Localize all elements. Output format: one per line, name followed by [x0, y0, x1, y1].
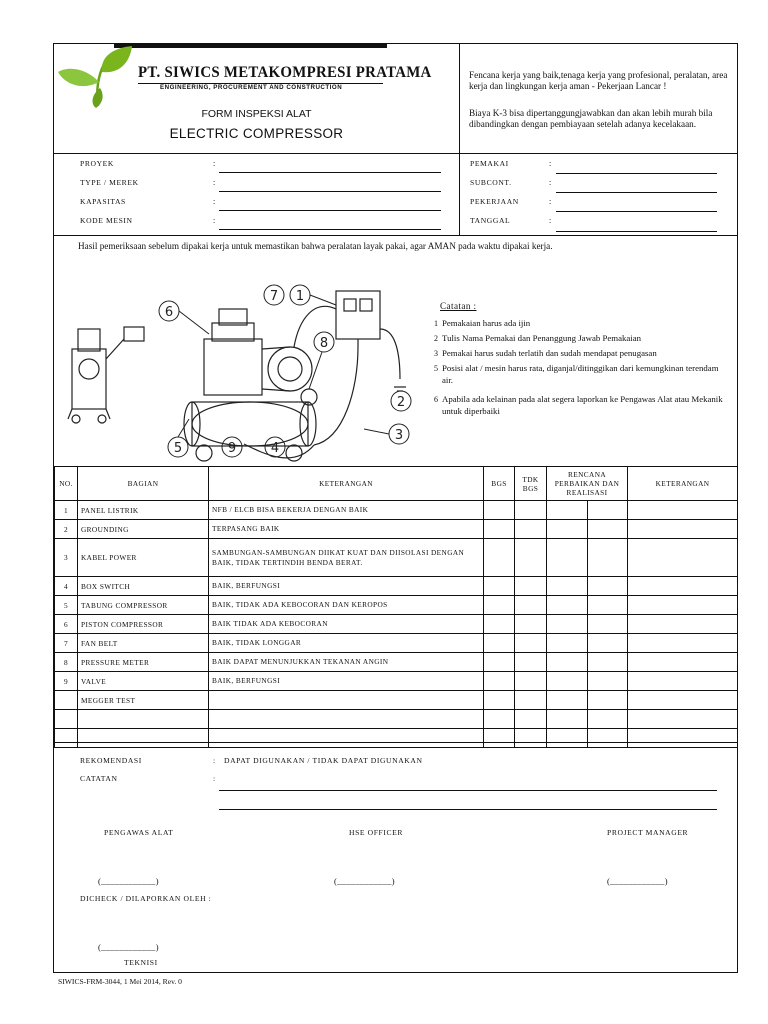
cell-bgs[interactable]	[484, 539, 515, 577]
table-row	[55, 653, 738, 672]
cell-bgs[interactable]	[484, 520, 515, 539]
diagram-label-5: 5	[173, 441, 183, 456]
cell-keterangan-2[interactable]	[628, 596, 738, 615]
cell-keterangan-2[interactable]	[628, 672, 738, 691]
document-reference: SIWICS-FRM-3044, 1 Mei 2014, Rev. 0	[58, 977, 182, 986]
diagram-label-8: 8	[319, 336, 329, 351]
table-row	[55, 501, 738, 520]
pekerjaan-field[interactable]	[556, 211, 717, 212]
pengawas-signature[interactable]: (____________)	[98, 876, 159, 886]
cell-realisasi[interactable]	[588, 501, 628, 520]
cell-bagian: VALVE	[78, 672, 209, 691]
slogan-k3-cost: Biaya K-3 bisa dipertanggungjawabkan dan akan lebih murah bila dibandingkan dengan pembiayaan setelah adanya kecelakaan.	[469, 108, 713, 129]
cell-keterangan: BAIK, BERFUNGSI	[209, 577, 484, 596]
cell-realisasi[interactable]	[588, 710, 628, 729]
cell-bgs[interactable]	[484, 634, 515, 653]
cell-bagian: PANEL LISTRIK	[78, 501, 209, 520]
col-bagian: BAGIAN	[78, 467, 209, 501]
col-keterangan-2: KETERANGAN	[628, 467, 738, 501]
equipment-title: ELECTRIC COMPRESSOR	[169, 126, 344, 141]
cell-bgs[interactable]	[484, 577, 515, 596]
cell-bagian: TABUNG COMPRESSOR	[78, 596, 209, 615]
note-item: 2 Tulis Nama Pemakai dan Penanggung Jawab Pemakaian	[434, 333, 642, 343]
hse-signature[interactable]: (____________)	[334, 876, 395, 886]
tanggal-label: TANGGAL	[470, 216, 511, 225]
cell-keterangan: SAMBUNGAN-SAMBUNGAN DIIKAT KUAT DAN DIISOLASI DENGAN BAIK, TIDAK TERTINDIH BENDA BERAT.	[209, 539, 484, 577]
cell-bgs[interactable]	[484, 615, 515, 634]
cell-keterangan: BAIK DAPAT MENUNJUKKAN TEKANAN ANGIN	[209, 653, 484, 672]
cell-rencana[interactable]	[547, 615, 588, 634]
cell-keterangan-2[interactable]	[628, 729, 738, 748]
cell-bagian: FAN BELT	[78, 634, 209, 653]
cell-realisasi[interactable]	[588, 729, 628, 748]
cell-keterangan-2[interactable]	[628, 615, 738, 634]
info-bottom-rule	[54, 235, 737, 236]
cell-keterangan: TERPASANG BAIK	[209, 520, 484, 539]
cell-keterangan: BAIK TIDAK ADA KEBOCORAN	[209, 615, 484, 634]
cell-rencana[interactable]	[547, 596, 588, 615]
pemakai-label: PEMAKAI	[470, 159, 509, 168]
diagram-label-6: 6	[164, 305, 174, 320]
cell-rencana[interactable]	[547, 729, 588, 748]
rekomendasi-label: REKOMENDASI	[80, 756, 142, 765]
inspection-table	[54, 466, 738, 748]
type-merek-label: TYPE / MEREK	[80, 178, 139, 187]
cell-bagian: MEGGER TEST	[78, 691, 209, 710]
col-keterangan: KETERANGAN	[209, 467, 484, 501]
cell-tdk-bgs[interactable]	[515, 520, 547, 539]
cell-rencana[interactable]	[547, 539, 588, 577]
cell-tdk-bgs[interactable]	[515, 501, 547, 520]
kapasitas-field[interactable]	[219, 210, 441, 211]
type-merek-field[interactable]	[219, 191, 441, 192]
form-frame: PT. SIWICS METAKOMPRESI PRATAMA ENGINEERING, PROCUREMENT AND CONSTRUCTION FORM INSPEKSI ALAT ELECTRIC COMPRESSOR Fencana kerja yang baik,tenaga kerja yang profesional, peralatan, area kerja dan lingkungan kerja aman - Pekerjaan Lancar ! Biaya K-3 bisa dipertanggungjawabkan dan akan lebih murah bila dibandingkan dengan pembiayaan setelah adanya kecelakaan. PROYEK : TYPE / MEREK : KAPASITAS : KODE MESIN : PEMAKAI : SUBCONT. : PEKERJAAN : TANGGAL : Hasil pemeriksaan sebelum dipakai kerja untuk memastikan bahwa peralatan layak pakai, agar AMAN pada waktu dipakai kerja. 6 7 1 8 2 3 5 9 4 Catatan : 1 Pemakaian harus ada ijin 2 Tulis Nama Pemakai dan Penanggung Jawab Pemakaian 3 Pemakai harus sudah terlatih dan sudah mendapat penugasan 5 Posisi alat / mesin harus rata, diganjal/ditinggikan dari kemungkinan terendam air. 6 Apabila ada kelainan pada alat segera laporkan ke Pengawas Alat atau Mekanik untuk diperbaiki NO. BAGIAN KETERANGAN BGS TDK BGS RENCANA PERBAIKAN DAN REALISASI KETERANGAN 1 PANEL LISTRIK NFB / ELCB BISA BEKERJA DENGAN BAIK 2 GROUNDING TERPASANG BAIK 3 KABEL POWER SAMBUNGAN-SAMBUNGAN DIIKAT KUAT DAN DIISOLASI DENGAN BAIK, TIDAK TERTINDIH BENDA BERAT. 4 BOX SWITCH BAIK, BERFUNGSI 5 TABUNG COMPRESSOR BAIK, TIDAK ADA KEBOCORAN DAN KEROPOS 6 PISTON COMPRESSOR BAIK TIDAK ADA KEBOCORAN 7 FAN BELT BAIK, TIDAK LONGGAR 8 PRESSURE METER BAIK DAPAT MENUNJUKKAN TEKANAN ANGIN 9 VALVE BAIK, BERFUNGSI MEGGER TEST REKOMENDASI : DAPAT DIGUNAKAN / TIDAK DAPAT DIGUNAKAN CATATAN : PENGAWAS ALAT HSE OFFICER PROJECT MANAGER (____________) (____________) (____________) DICHECK / DILAPORKAN OLEH : (____________) TEKNISI	[53, 43, 738, 973]
info-divider	[459, 153, 460, 235]
proyek-field[interactable]	[219, 172, 441, 173]
col-no: NO.	[55, 467, 78, 501]
catatan-label: CATATAN	[80, 774, 118, 783]
kode-mesin-label: KODE MESIN	[80, 216, 133, 225]
pemakai-field[interactable]	[556, 173, 717, 174]
table-row	[55, 691, 738, 710]
cell-tdk-bgs[interactable]	[515, 634, 547, 653]
cell-rencana[interactable]	[547, 653, 588, 672]
cell-no: 2	[55, 520, 78, 539]
pengawas-alat-label: PENGAWAS ALAT	[104, 828, 174, 837]
table-row	[55, 710, 738, 729]
table-row	[55, 615, 738, 634]
cell-realisasi[interactable]	[588, 615, 628, 634]
cell-tdk-bgs[interactable]	[515, 539, 547, 577]
cell-bagian: PRESSURE METER	[78, 653, 209, 672]
cell-bgs[interactable]	[484, 691, 515, 710]
cell-no: 9	[55, 672, 78, 691]
cell-keterangan-2[interactable]	[628, 577, 738, 596]
cell-bagian: BOX SWITCH	[78, 577, 209, 596]
cell-realisasi[interactable]	[588, 691, 628, 710]
header-bottom-rule	[54, 153, 737, 154]
notes-title: Catatan :	[440, 301, 477, 311]
cell-tdk-bgs[interactable]	[515, 672, 547, 691]
cell-bagian: PISTON COMPRESSOR	[78, 615, 209, 634]
note-item: 1 Pemakaian harus ada ijin	[434, 318, 531, 328]
col-tdk-bgs: TDK BGS	[515, 467, 547, 501]
kapasitas-label: KAPASITAS	[80, 197, 126, 206]
cell-no: 6	[55, 615, 78, 634]
pm-signature[interactable]: (____________)	[607, 876, 668, 886]
cell-keterangan	[209, 729, 484, 748]
cell-no	[55, 691, 78, 710]
table-header-row	[55, 467, 738, 501]
table-row	[55, 520, 738, 539]
cell-tdk-bgs[interactable]	[515, 691, 547, 710]
form-title: FORM INSPEKSI ALAT	[201, 108, 312, 120]
cell-keterangan: BAIK, TIDAK ADA KEBOCORAN DAN KEROPOS	[209, 596, 484, 615]
cell-tdk-bgs[interactable]	[515, 653, 547, 672]
cell-bgs[interactable]	[484, 672, 515, 691]
cell-keterangan	[209, 710, 484, 729]
subcont-label: SUBCONT.	[470, 178, 512, 187]
cell-rencana[interactable]	[547, 520, 588, 539]
company-name: PT. SIWICS METAKOMPRESI PRATAMA	[138, 64, 432, 81]
header-divider	[459, 44, 460, 153]
cell-realisasi[interactable]	[588, 634, 628, 653]
note-item: 6 Apabila ada kelainan pada alat segera laporkan ke Pengawas Alat atau Mekanik untuk diperbaiki	[434, 394, 723, 416]
cell-rencana[interactable]	[547, 501, 588, 520]
cell-rencana[interactable]	[547, 577, 588, 596]
cell-tdk-bgs[interactable]	[515, 577, 547, 596]
subcont-field[interactable]	[556, 192, 717, 193]
cell-keterangan: NFB / ELCB BISA BEKERJA DENGAN BAIK	[209, 501, 484, 520]
table-row	[55, 596, 738, 615]
table-row	[55, 539, 738, 577]
proyek-label: PROYEK	[80, 159, 114, 168]
project-manager-label: PROJECT MANAGER	[607, 828, 689, 837]
company-logo-leaves-icon	[56, 46, 136, 108]
note-item: 5 Posisi alat / mesin harus rata, diganjal/ditinggikan dari kemungkinan terendam air.	[434, 363, 719, 385]
cell-rencana[interactable]	[547, 672, 588, 691]
cell-bagian	[78, 729, 209, 748]
kode-mesin-field[interactable]	[219, 229, 441, 230]
cell-realisasi[interactable]	[588, 539, 628, 577]
col-rencana-perbaikan: RENCANA PERBAIKAN DAN REALISASI	[547, 467, 628, 501]
diagram-label-2: 2	[396, 395, 406, 410]
cell-no: 3	[55, 539, 78, 577]
cell-keterangan: BAIK, TIDAK LONGGAR	[209, 634, 484, 653]
diagram-label-1: 1	[295, 289, 305, 304]
table-row	[55, 729, 738, 748]
cell-bgs[interactable]	[484, 729, 515, 748]
diagram-label-9: 9	[227, 441, 237, 456]
col-bgs: BGS	[484, 467, 515, 501]
cell-tdk-bgs[interactable]	[515, 729, 547, 748]
table-row	[55, 577, 738, 596]
header-top-band	[114, 44, 387, 48]
cell-keterangan-2[interactable]	[628, 691, 738, 710]
teknisi-label: TEKNISI	[124, 958, 158, 967]
cell-bgs[interactable]	[484, 653, 515, 672]
diagram-label-7: 7	[269, 289, 279, 304]
cell-keterangan-2[interactable]	[628, 539, 738, 577]
cell-tdk-bgs[interactable]	[515, 710, 547, 729]
cell-keterangan-2[interactable]	[628, 653, 738, 672]
cell-rencana[interactable]	[547, 691, 588, 710]
cell-bgs[interactable]	[484, 710, 515, 729]
cell-keterangan	[209, 691, 484, 710]
cell-realisasi[interactable]	[588, 520, 628, 539]
cell-tdk-bgs[interactable]	[515, 596, 547, 615]
catatan-field[interactable]	[219, 790, 717, 791]
cell-no	[55, 710, 78, 729]
cell-bgs[interactable]	[484, 501, 515, 520]
footer-top-rule	[54, 742, 737, 743]
note-item: 3 Pemakai harus sudah terlatih dan sudah mendapat penugasan	[434, 348, 657, 358]
pekerjaan-label: PEKERJAAN	[470, 197, 519, 206]
cell-no: 5	[55, 596, 78, 615]
cell-bagian	[78, 710, 209, 729]
dicheck-label: DICHECK / DILAPORKAN OLEH :	[80, 894, 212, 903]
tanggal-field[interactable]	[556, 231, 717, 232]
cell-no: 4	[55, 577, 78, 596]
table-row	[55, 672, 738, 691]
cell-no: 7	[55, 634, 78, 653]
cell-bagian: KABEL POWER	[78, 539, 209, 577]
cell-tdk-bgs[interactable]	[515, 615, 547, 634]
cell-keterangan-2[interactable]	[628, 520, 738, 539]
teknisi-signature[interactable]: (____________)	[98, 942, 159, 952]
cell-realisasi[interactable]	[588, 672, 628, 691]
cell-realisasi[interactable]	[588, 653, 628, 672]
rekomendasi-options[interactable]: DAPAT DIGUNAKAN / TIDAK DAPAT DIGUNAKAN	[224, 756, 423, 765]
diagram-label-4: 4	[270, 441, 280, 456]
cell-no	[55, 729, 78, 748]
table-row	[55, 634, 738, 653]
cell-keterangan-2[interactable]	[628, 501, 738, 520]
cell-rencana[interactable]	[547, 710, 588, 729]
cell-no: 1	[55, 501, 78, 520]
company-tagline: ENGINEERING, PROCUREMENT AND CONSTRUCTION	[160, 84, 343, 91]
cell-keterangan-2[interactable]	[628, 634, 738, 653]
cell-realisasi[interactable]	[588, 596, 628, 615]
cell-bagian: GROUNDING	[78, 520, 209, 539]
hse-officer-label: HSE OFFICER	[349, 828, 404, 837]
catatan-field[interactable]	[219, 809, 717, 810]
compressor-diagram	[64, 269, 424, 467]
slogan-work-plan: Fencana kerja yang baik,tenaga kerja yang profesional, peralatan, area kerja dan lingkungan kerja aman - Pekerjaan Lancar !	[469, 70, 728, 91]
cell-rencana[interactable]	[547, 634, 588, 653]
cell-no: 8	[55, 653, 78, 672]
diagram-label-3: 3	[394, 428, 404, 443]
cell-realisasi[interactable]	[588, 577, 628, 596]
intro-text: Hasil pemeriksaan sebelum dipakai kerja untuk memastikan bahwa peralatan layak pakai, agar AMAN pada waktu dipakai kerja.	[78, 241, 553, 251]
cell-bgs[interactable]	[484, 596, 515, 615]
cell-keterangan-2[interactable]	[628, 710, 738, 729]
cell-keterangan: BAIK, BERFUNGSI	[209, 672, 484, 691]
